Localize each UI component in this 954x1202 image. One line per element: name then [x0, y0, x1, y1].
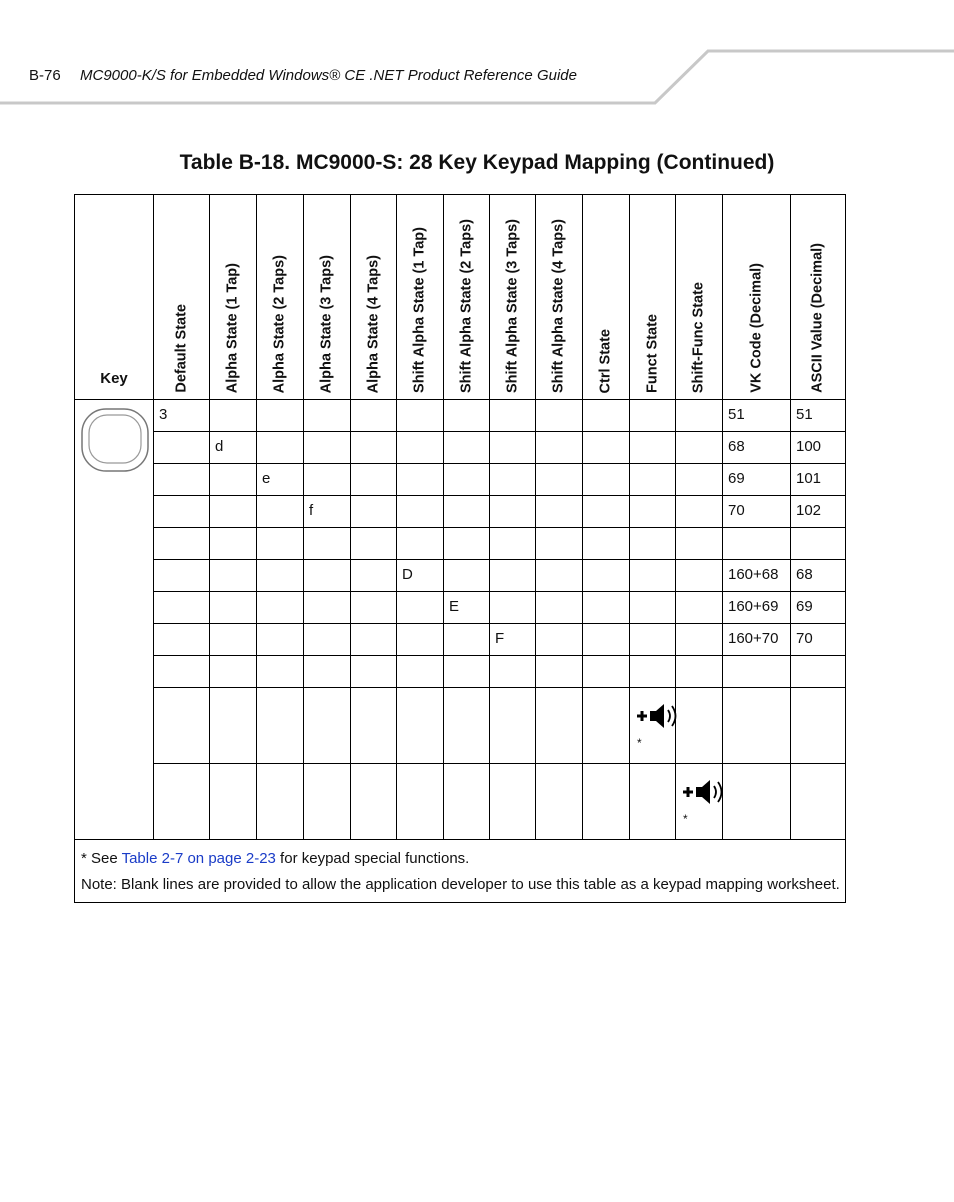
column-header-label — [748, 263, 765, 393]
table-cell — [583, 560, 630, 592]
table-cell — [583, 592, 630, 624]
table-cell — [791, 656, 846, 688]
table-cell — [257, 688, 304, 764]
table-cell — [583, 624, 630, 656]
table-cell — [630, 528, 676, 560]
table-cell — [583, 688, 630, 764]
column-header-label — [319, 255, 336, 393]
table-cell — [676, 656, 723, 688]
table-cell — [210, 560, 257, 592]
column-header-label — [691, 282, 708, 393]
table-cell — [257, 764, 304, 840]
table-cell — [583, 528, 630, 560]
table-cell — [444, 432, 490, 464]
table-cell — [210, 688, 257, 764]
table-cell — [444, 400, 490, 432]
key-image-cell — [75, 400, 154, 840]
table-cell — [490, 464, 536, 496]
table-cell — [397, 688, 444, 764]
table-cell: 69 — [723, 464, 791, 496]
table-cell — [444, 688, 490, 764]
key-column-header: Key — [75, 195, 154, 400]
table-cell — [154, 496, 210, 528]
table-cell — [154, 528, 210, 560]
table-cell — [676, 764, 723, 840]
column-header — [397, 195, 444, 400]
table-row — [75, 688, 846, 764]
table-cell — [257, 560, 304, 592]
table-cell — [154, 764, 210, 840]
column-header — [791, 195, 846, 400]
worksheet-note: Note: Blank lines are provided to allow the application developer to use this table as a keypad mapping worksheet. — [81, 876, 840, 893]
table-cell — [257, 656, 304, 688]
table-cell — [444, 764, 490, 840]
table-row — [75, 464, 846, 496]
column-header-label — [458, 219, 475, 393]
keypad-mapping-table — [74, 194, 846, 903]
table-cell — [676, 400, 723, 432]
column-header-text: VK Code (Decimal) — [748, 263, 764, 393]
table-cell — [304, 624, 351, 656]
table-cell — [630, 464, 676, 496]
table-cell — [536, 764, 583, 840]
table-cell: 51 — [791, 400, 846, 432]
table-cell — [676, 688, 723, 764]
guide-title: MC9000-K/S for Embedded Windows® CE .NET Product Reference Guide — [80, 67, 577, 84]
table-cell — [676, 592, 723, 624]
table-cell — [397, 624, 444, 656]
table-cell: 70 — [791, 624, 846, 656]
table-cell — [210, 624, 257, 656]
table-cell — [257, 400, 304, 432]
column-header-text: Funct State — [644, 314, 660, 393]
table-cell — [351, 560, 397, 592]
table-header-row — [75, 195, 846, 400]
table-cell — [210, 656, 257, 688]
table-cell — [536, 688, 583, 764]
footnote-cell — [75, 840, 846, 903]
table-cell — [676, 560, 723, 592]
table-cell — [583, 496, 630, 528]
table-cell: 160+68 — [723, 560, 791, 592]
table-row — [75, 624, 846, 656]
column-header-text: Shift Alpha State (3 Taps) — [504, 218, 520, 393]
volume-up-icon — [635, 702, 681, 730]
table-cell — [676, 496, 723, 528]
table-row — [75, 400, 846, 432]
table-cell: d — [210, 432, 257, 464]
column-header-label — [551, 219, 568, 393]
column-header-label — [225, 263, 242, 393]
table-cell: F — [490, 624, 536, 656]
table-cell — [257, 624, 304, 656]
column-header-label — [272, 255, 289, 393]
table-cell — [723, 688, 791, 764]
column-header-text: Shift-Func State — [690, 281, 707, 393]
table-cell: 68 — [791, 560, 846, 592]
table-cell — [154, 656, 210, 688]
table-row — [75, 764, 846, 840]
table-row — [75, 528, 846, 560]
table-cell — [304, 688, 351, 764]
table-cell — [397, 528, 444, 560]
column-header — [536, 195, 583, 400]
table-cell — [351, 592, 397, 624]
table-cell — [583, 432, 630, 464]
table-cell — [536, 624, 583, 656]
table-cell — [304, 656, 351, 688]
table-cell — [351, 496, 397, 528]
volume-up-icon — [681, 778, 727, 806]
table-cell — [676, 624, 723, 656]
table-row — [75, 560, 846, 592]
table-cell: 100 — [791, 432, 846, 464]
table-cell — [304, 464, 351, 496]
table-row — [75, 496, 846, 528]
column-header-label — [810, 243, 827, 393]
column-header — [630, 195, 676, 400]
table-cell — [536, 496, 583, 528]
table-cell — [351, 400, 397, 432]
table-cell — [536, 560, 583, 592]
table-cell — [490, 764, 536, 840]
table-cell — [490, 560, 536, 592]
table-cell — [397, 400, 444, 432]
table-cell — [630, 560, 676, 592]
table-cell — [154, 464, 210, 496]
column-header-label — [598, 329, 615, 393]
column-header-label — [412, 227, 429, 393]
column-header-text: Alpha State (2 Taps) — [271, 254, 288, 393]
table-cell — [630, 592, 676, 624]
table-cell — [444, 496, 490, 528]
table-cell: 102 — [791, 496, 846, 528]
table-cell — [210, 528, 257, 560]
table-row — [75, 432, 846, 464]
table-cell — [490, 432, 536, 464]
table-cell: 70 — [723, 496, 791, 528]
column-header-label — [365, 255, 382, 393]
table-cell — [397, 656, 444, 688]
column-header-text: Ctrl State — [597, 328, 614, 393]
table-cell — [304, 432, 351, 464]
table-cell — [630, 764, 676, 840]
table-cell: D — [397, 560, 444, 592]
table-cell — [210, 496, 257, 528]
table-cell — [154, 688, 210, 764]
table-cell — [304, 764, 351, 840]
column-header — [583, 195, 630, 400]
table-cell — [583, 764, 630, 840]
keypad-key-icon — [79, 406, 151, 474]
column-header — [257, 195, 304, 400]
table-cell — [351, 464, 397, 496]
table-cell — [154, 560, 210, 592]
table-cell — [536, 528, 583, 560]
table-cell — [490, 400, 536, 432]
table-cell — [397, 464, 444, 496]
table-cell — [444, 528, 490, 560]
column-header-text: ASCII Value (Decimal) — [809, 243, 826, 393]
table-cell — [257, 432, 304, 464]
table-cell — [490, 592, 536, 624]
table-cell — [791, 528, 846, 560]
table-cell: 69 — [791, 592, 846, 624]
table-cell — [154, 432, 210, 464]
column-header-text: Default State — [173, 304, 189, 393]
table-cell — [583, 656, 630, 688]
table-cell: 51 — [723, 400, 791, 432]
table-cell — [490, 496, 536, 528]
column-header — [444, 195, 490, 400]
column-header — [351, 195, 397, 400]
table-cell: f — [304, 496, 351, 528]
table-cell: 101 — [791, 464, 846, 496]
table-cell — [791, 764, 846, 840]
table-cell — [536, 592, 583, 624]
table-cell — [723, 528, 791, 560]
table-cell — [676, 464, 723, 496]
table-cell — [723, 656, 791, 688]
table-cell: 3 — [154, 400, 210, 432]
table-cell — [304, 528, 351, 560]
table-cell — [397, 764, 444, 840]
footnote-marker: * — [683, 812, 688, 826]
column-header-text: Shift Alpha State (1 Tap) — [411, 227, 428, 393]
table-cell — [257, 528, 304, 560]
table-cell — [154, 592, 210, 624]
table-cell — [676, 432, 723, 464]
table-cell — [536, 464, 583, 496]
table-title: Table B-18. MC9000-S: 28 Key Keypad Mapping (Continued) — [179, 151, 775, 174]
table-cell — [630, 688, 676, 764]
table-cell — [490, 528, 536, 560]
table-cell — [257, 496, 304, 528]
table-cell — [257, 592, 304, 624]
table-cell — [490, 656, 536, 688]
table-cell — [304, 400, 351, 432]
volume-wrap — [681, 770, 722, 810]
table-cell — [490, 688, 536, 764]
table-cell — [630, 400, 676, 432]
table-cell — [723, 764, 791, 840]
table-cell: E — [444, 592, 490, 624]
column-header-text: Alpha State (1 Tap) — [224, 262, 241, 393]
table-cell — [210, 464, 257, 496]
column-header-label — [504, 219, 521, 393]
table-cell — [583, 464, 630, 496]
table-cell — [397, 432, 444, 464]
table-row — [75, 656, 846, 688]
table-cell: e — [257, 464, 304, 496]
table-cell — [351, 764, 397, 840]
table-cell — [351, 688, 397, 764]
table-cell — [791, 688, 846, 764]
table-cell — [351, 432, 397, 464]
table-cell — [583, 400, 630, 432]
table-cell — [397, 592, 444, 624]
table-row — [75, 592, 846, 624]
footnote-prefix: * See — [81, 850, 122, 867]
column-header-text: Shift Alpha State (4 Taps) — [550, 218, 567, 393]
column-header-text: Alpha State (4 Taps) — [365, 254, 381, 393]
table-cell — [630, 656, 676, 688]
column-header — [490, 195, 536, 400]
table-cell — [351, 528, 397, 560]
table-cell — [536, 656, 583, 688]
footnote-text — [81, 846, 845, 872]
column-header — [723, 195, 791, 400]
column-header-label — [173, 304, 190, 393]
table-cell — [630, 624, 676, 656]
column-header — [676, 195, 723, 400]
table-cell — [210, 592, 257, 624]
table-cell: 68 — [723, 432, 791, 464]
footnote-row — [75, 840, 846, 903]
table-cell — [630, 496, 676, 528]
table-cell — [536, 432, 583, 464]
table-cell — [304, 560, 351, 592]
table-cell — [444, 464, 490, 496]
page-number: B-76 — [29, 67, 61, 84]
table-cell — [304, 592, 351, 624]
table-reference-link[interactable]: Table 2-7 on page 2-23 — [121, 850, 276, 867]
column-header — [304, 195, 351, 400]
table-cell — [210, 400, 257, 432]
header-rule — [0, 0, 954, 110]
column-header — [154, 195, 210, 400]
table-cell — [444, 560, 490, 592]
table-cell — [676, 528, 723, 560]
table-cell — [630, 432, 676, 464]
table-cell — [536, 400, 583, 432]
table-cell: 160+69 — [723, 592, 791, 624]
column-header-text: Alpha State (3 Taps) — [318, 254, 335, 393]
table-cell: 160+70 — [723, 624, 791, 656]
footnote-marker: * — [637, 736, 642, 750]
table-cell — [397, 496, 444, 528]
table-cell — [154, 624, 210, 656]
table-cell — [351, 656, 397, 688]
table-cell — [210, 764, 257, 840]
table-cell — [444, 624, 490, 656]
column-header — [210, 195, 257, 400]
column-header-label — [644, 314, 661, 393]
column-header-text: Shift Alpha State (2 Taps) — [458, 218, 474, 393]
volume-wrap — [635, 694, 675, 734]
table-cell — [351, 624, 397, 656]
footnote-suffix: for keypad special functions. — [275, 850, 470, 867]
table-cell — [444, 656, 490, 688]
